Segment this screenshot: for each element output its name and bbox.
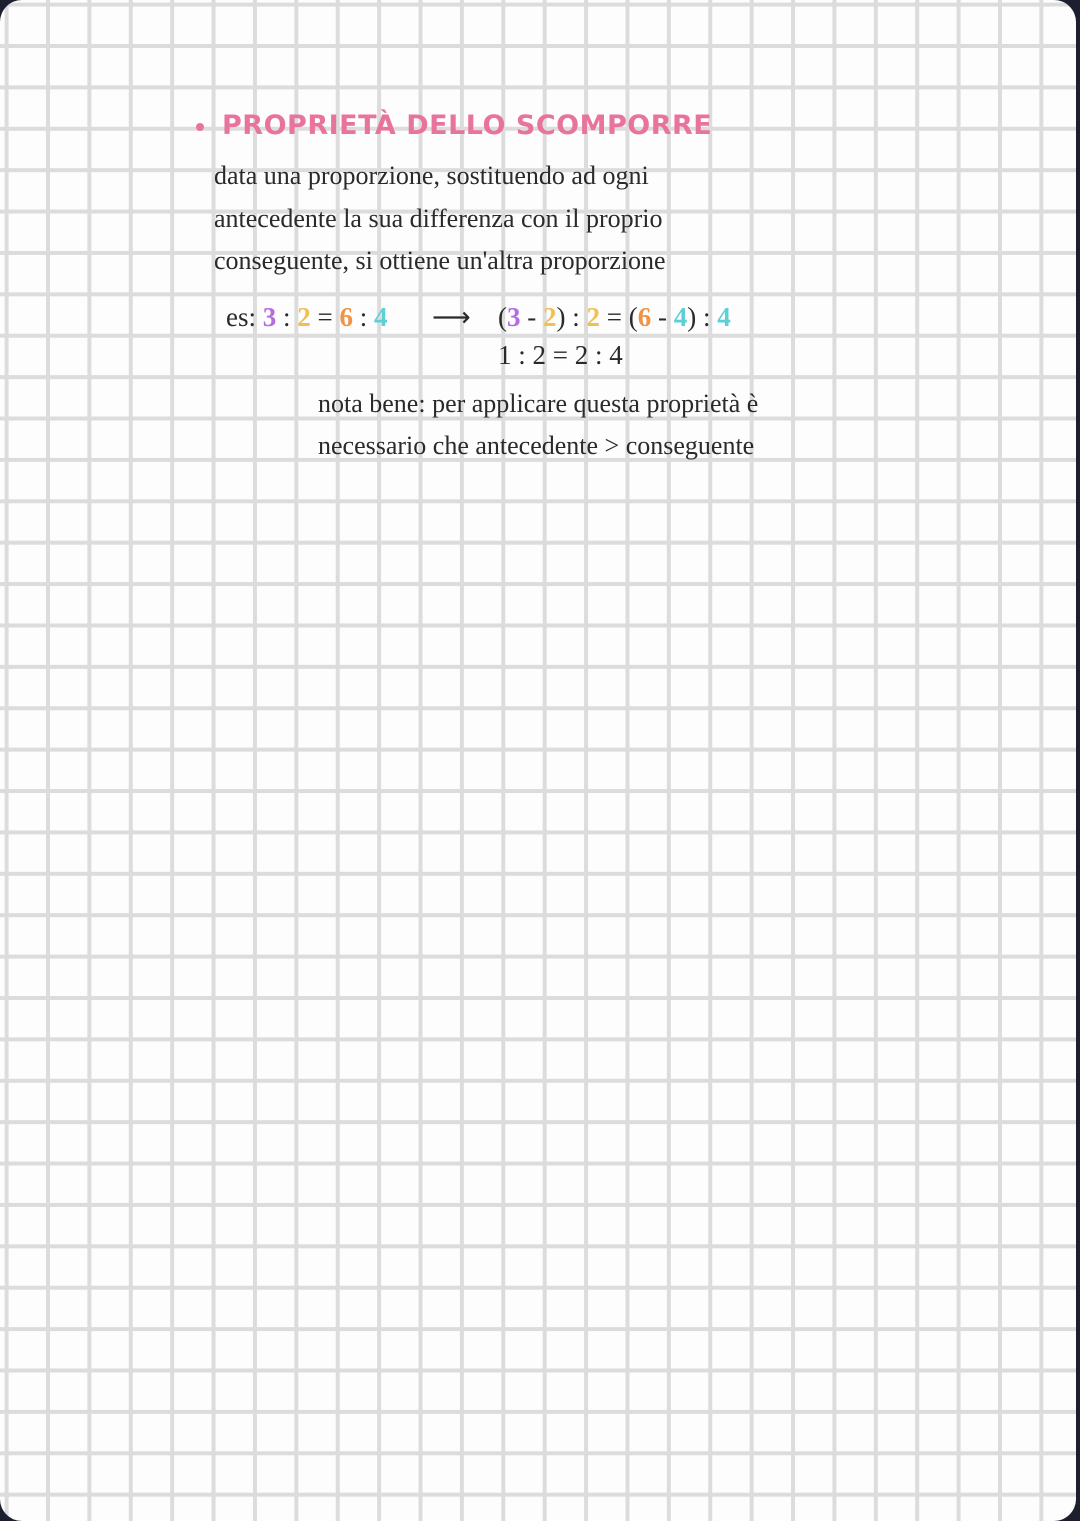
note-text	[318, 383, 758, 467]
example-transformed: (3 - 2) : 2 = (6 - 4) : 4	[498, 302, 731, 332]
title-text: PROPRIETÀ DELLO SCOMPORRE	[222, 110, 713, 141]
definition-line: data una proporzione, sostituendo ad ogni	[214, 161, 649, 190]
note-line: nota bene: per applicare questa proprietà è	[318, 389, 759, 418]
term-d: 4	[673, 302, 688, 332]
term-b: 2	[543, 302, 557, 332]
term-b: 2	[297, 302, 311, 332]
example-result: 1 : 2 = 2 : 4	[498, 340, 623, 370]
term-a: 3	[507, 302, 521, 332]
term-a: 3	[262, 302, 277, 332]
arrow-icon: ⟶	[432, 302, 471, 333]
term-b: 2	[586, 302, 600, 332]
definition-line: antecedente la sua differenza con il proprio	[214, 203, 663, 233]
definition-line: conseguente, si ottiene un'altra proporzione	[214, 246, 666, 275]
term-d: 4	[374, 302, 388, 332]
bullet-icon	[196, 123, 204, 131]
example-proportion: es: 3 : 2 = 6 : 4	[226, 302, 388, 332]
definition-text	[214, 155, 666, 283]
section-title	[196, 110, 712, 141]
note-line: necessario che antecedente > conseguente	[318, 431, 755, 460]
term-c: 6	[637, 302, 652, 332]
term-c: 6	[339, 302, 353, 332]
term-d: 4	[717, 302, 731, 332]
example-prefix: es:	[226, 302, 256, 332]
